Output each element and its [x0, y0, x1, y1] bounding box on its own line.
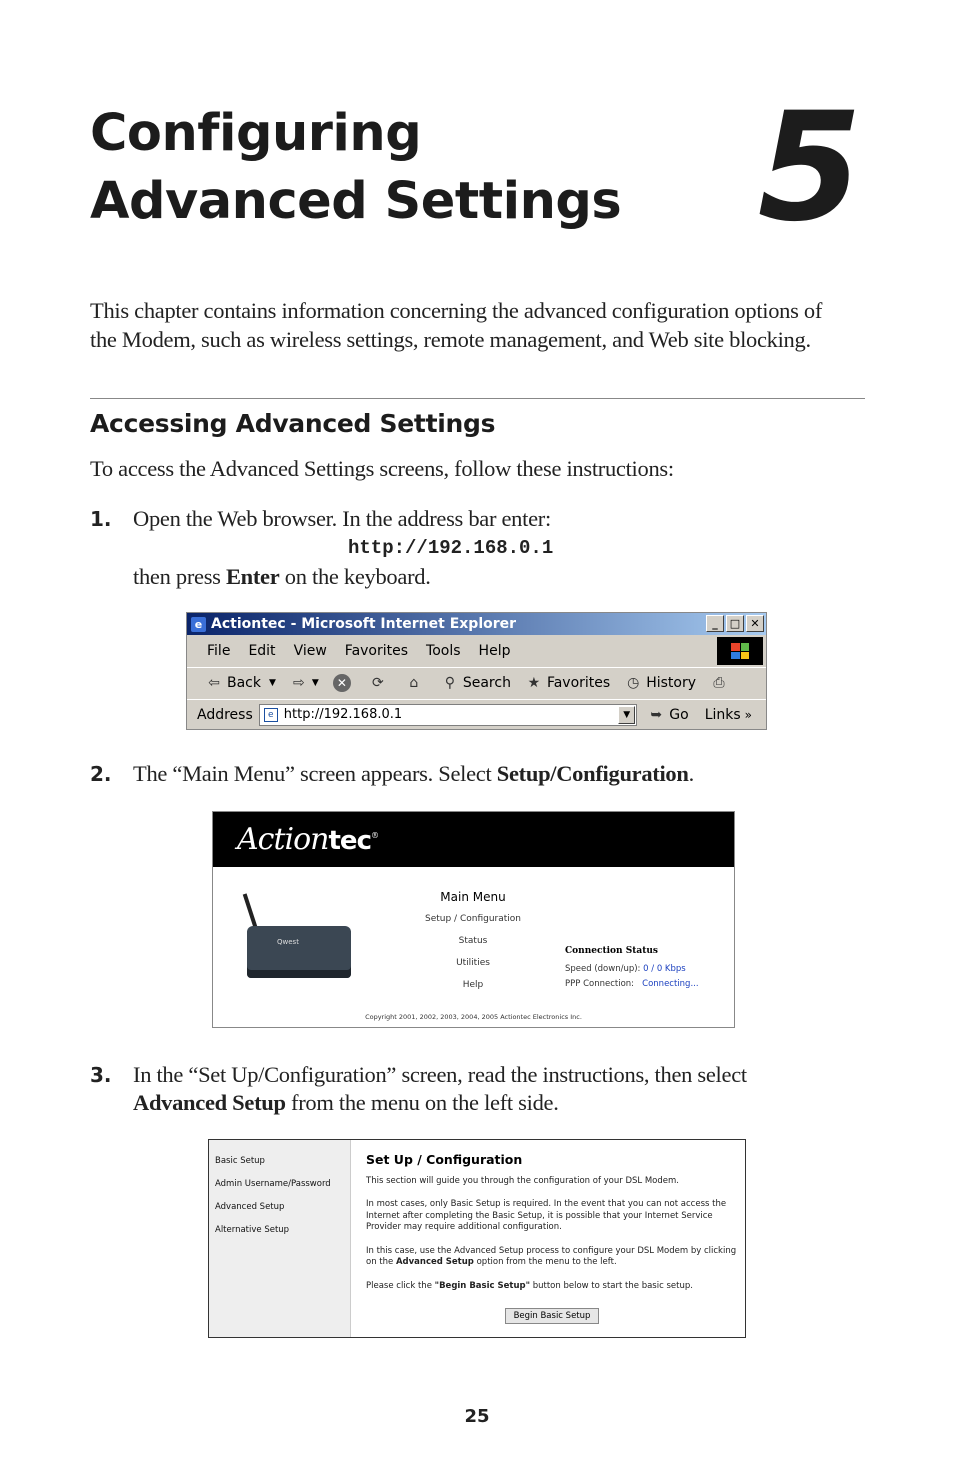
back-arrow-icon: ⇦: [208, 674, 220, 691]
link-utilities[interactable]: Utilities: [456, 958, 490, 968]
step-3-line2: [133, 1088, 559, 1117]
home-button[interactable]: [405, 674, 427, 692]
copyright: Copyright 2001, 2002, 2003, 2004, 2005 Actiontec Electronics Inc.: [365, 1013, 582, 1021]
step-3-advanced-setup: Advanced Setup: [133, 1090, 286, 1115]
sidebar-item-admin-password[interactable]: Admin Username/Password: [215, 1179, 331, 1189]
step-2-post: .: [688, 761, 694, 786]
windows-flag-icon: [717, 637, 763, 665]
address-dropdown-icon[interactable]: ▼: [618, 706, 635, 724]
connection-status: [565, 946, 699, 994]
ie-logo-icon: e: [191, 617, 206, 632]
favorites-label: Favorites: [546, 674, 611, 691]
setup-p4: Please click the "Begin Basic Setup" button below to start the basic setup.: [366, 1280, 693, 1291]
history-label: History: [646, 674, 697, 691]
step-1-then: [133, 562, 431, 591]
maximize-icon[interactable]: □: [726, 615, 744, 632]
main-menu-title: Main Menu: [440, 890, 506, 904]
back-dropdown-icon[interactable]: ▼: [269, 677, 276, 688]
setup-configuration-screen: [208, 1139, 746, 1338]
go-label: Go: [669, 706, 689, 723]
forward-dropdown-icon[interactable]: ▼: [311, 677, 319, 688]
favorites-icon: ★: [527, 674, 541, 691]
sidebar-item-basic-setup[interactable]: Basic Setup: [215, 1156, 265, 1166]
address-value: http://192.168.0.1: [283, 707, 403, 722]
ie-menubar: [187, 637, 766, 665]
go-arrow-icon: ➥: [650, 706, 663, 723]
menu-favorites[interactable]: Favorites: [344, 643, 409, 659]
forward-arrow-icon: ⇨: [293, 674, 305, 691]
stop-button[interactable]: [333, 674, 355, 692]
forward-button[interactable]: [290, 674, 319, 692]
favorites-button[interactable]: [525, 674, 610, 692]
setup-content: [366, 1154, 740, 1304]
step-1-then-post: on the keyboard.: [279, 564, 431, 589]
chapter-title-line1: Configuring: [90, 104, 422, 163]
menu-view[interactable]: View: [293, 643, 327, 659]
chapter-number: 5: [757, 81, 862, 255]
home-icon: ⌂: [409, 674, 419, 691]
stop-icon: ✕: [333, 674, 351, 692]
step-1-url: http://192.168.0.1: [348, 537, 554, 559]
step-2-setup-config: Setup/Configuration: [496, 761, 689, 786]
menu-tools[interactable]: Tools: [426, 643, 461, 659]
link-help[interactable]: Help: [462, 980, 484, 990]
ppp-row: PPP Connection: Connecting...: [565, 979, 699, 989]
link-status[interactable]: Status: [458, 936, 488, 946]
minimize-icon[interactable]: _: [706, 615, 724, 632]
links-button[interactable]: [705, 707, 752, 723]
ie-title-text: Actiontec - Microsoft Internet Explorer: [211, 616, 517, 632]
speed-row: Speed (down/up): 0 / 0 Kbps: [565, 964, 686, 974]
step-3-post: from the menu on the left side.: [285, 1090, 559, 1115]
address-label: Address: [197, 706, 253, 723]
ie-toolbar: [187, 667, 766, 697]
main-menu-screen: [212, 811, 735, 1028]
setup-p3: In this case, use the Advanced Setup process to configure your DSL Modem by clicking on the Advanced Setup option from the menu to the left.: [366, 1245, 737, 1267]
section-heading: Accessing Advanced Settings: [90, 409, 496, 438]
refresh-icon: ⟳: [371, 674, 384, 691]
chevron-right-icon: »: [744, 707, 752, 722]
sidebar-item-advanced-setup[interactable]: Advanced Setup: [215, 1202, 285, 1212]
step-3-line1: In the “Set Up/Configuration” screen, read the instructions, then select: [133, 1062, 747, 1087]
window-controls: [706, 615, 764, 632]
ie-window: [186, 612, 767, 730]
close-icon[interactable]: ✕: [746, 615, 764, 632]
begin-basic-setup-button[interactable]: Begin Basic Setup: [505, 1308, 599, 1324]
step-2-text: [133, 759, 694, 788]
address-input[interactable]: [259, 704, 638, 726]
chapter-title: [90, 100, 621, 236]
chapter-title-line2: Advanced Settings: [90, 172, 622, 231]
connection-status-title: Connection Status: [565, 946, 658, 956]
ie-titlebar: [187, 613, 766, 635]
ppp-value: Connecting...: [642, 979, 699, 989]
link-setup-configuration[interactable]: Setup / Configuration: [425, 914, 521, 924]
step-2-number: 2.: [90, 762, 112, 786]
print-button[interactable]: [710, 674, 732, 692]
page-icon: e: [264, 708, 278, 722]
step-1-number: 1.: [90, 507, 112, 531]
setup-title: Set Up / Configuration: [366, 1152, 523, 1167]
menu-edit[interactable]: Edit: [248, 643, 276, 659]
ie-address-bar: [187, 699, 766, 729]
step-1-then-pre: then press: [133, 564, 226, 589]
step-2-pre: The “Main Menu” screen appears. Select: [133, 761, 497, 786]
search-button[interactable]: [441, 674, 511, 692]
intro-line1: This chapter contains information concerning the advanced configuration options of: [90, 298, 823, 323]
setup-sidebar: [209, 1140, 351, 1337]
main-menu-links: [393, 890, 553, 1002]
main-menu-header: [213, 812, 734, 867]
menu-file[interactable]: File: [207, 643, 231, 659]
search-label: Search: [462, 674, 511, 691]
history-button[interactable]: [624, 674, 696, 692]
history-icon: ◷: [627, 674, 640, 691]
back-label: Back: [227, 674, 261, 691]
page-number: 25: [464, 1406, 490, 1427]
sidebar-item-alternative-setup[interactable]: Alternative Setup: [215, 1225, 290, 1235]
step-1-text: Open the Web browser. In the address bar enter:: [133, 506, 551, 531]
intro-paragraph: [90, 296, 870, 354]
search-icon: ⚲: [444, 674, 455, 691]
menu-help[interactable]: Help: [478, 643, 511, 659]
step-1-enter-key: Enter: [225, 564, 280, 589]
actiontec-logo: Actiontec®: [237, 822, 378, 857]
speed-value: 0 / 0 Kbps: [643, 964, 686, 974]
go-button[interactable]: [647, 706, 688, 724]
intro-line2: the Modem, such as wireless settings, remote management, and Web site blocking.: [90, 327, 811, 352]
section-lead: To access the Advanced Settings screens, follow these instructions:: [90, 456, 674, 481]
modem-brand-label: Qwest: [277, 938, 299, 946]
setup-p2: In most cases, only Basic Setup is required. In the event that you can not access the Internet after completing the Basic Setup, it is possible that your Internet Service Provider may require additional configuration.: [366, 1199, 727, 1232]
back-button[interactable]: [205, 674, 276, 692]
print-icon: ⎙: [713, 674, 725, 691]
refresh-button[interactable]: [369, 674, 391, 692]
setup-p1: This section will guide you through the configuration of your DSL Modem.: [366, 1175, 679, 1186]
modem-image: [247, 892, 353, 982]
section-divider: [90, 398, 865, 399]
step-3-number: 3.: [90, 1063, 112, 1087]
links-label: Links: [704, 706, 741, 723]
